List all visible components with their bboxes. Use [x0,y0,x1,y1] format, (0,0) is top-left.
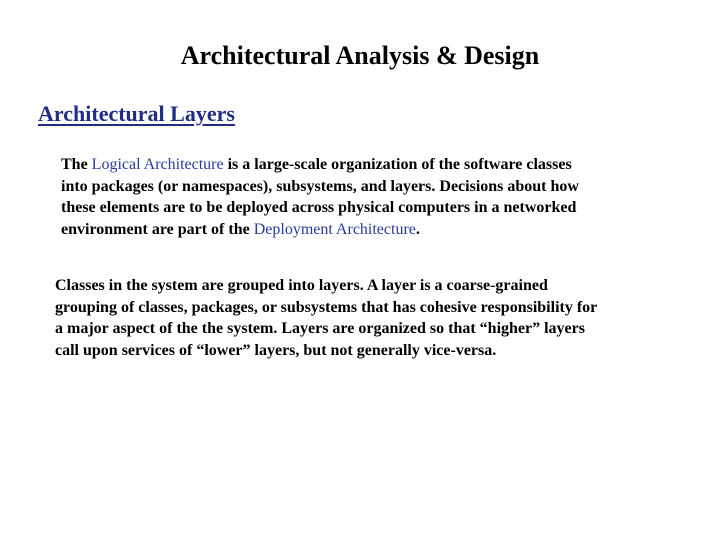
deployment-architecture-term: Deployment Architecture [253,220,416,238]
line-text: into packages (or namespaces), subsystems, and layers. Decisions about how [61,177,579,195]
line-text: . [415,220,420,238]
paragraph-line [61,176,661,198]
paragraph-line: grouping of classes, packages, or subsystems that has cohesive responsibility for [55,298,598,316]
logical-architecture-paragraph [61,154,661,240]
paragraph-line [61,219,661,241]
paragraph-line: a major aspect of the the system. Layers are organized so that “higher” layers [55,320,585,337]
section-heading: Architectural Layers [38,101,235,126]
paragraph-line: call upon services of “lower” layers, but not generally vice-versa. [55,341,497,359]
paragraph-line [61,197,661,219]
paragraph-line [61,154,661,176]
line-text: environment are part of the [61,220,254,238]
line-text: is a large-scale organization of the software classes [223,156,572,173]
paragraph-line: Classes in the system are grouped into layers. A layer is a coarse-grained [55,277,548,294]
layers-paragraph [55,275,675,361]
logical-architecture-term: Logical Architecture [91,156,224,173]
line-text: these elements are to be deployed across physical computers in a networked [61,199,577,216]
slide-title: Architectural Analysis & Design [180,41,540,70]
line-text: The [61,156,92,173]
